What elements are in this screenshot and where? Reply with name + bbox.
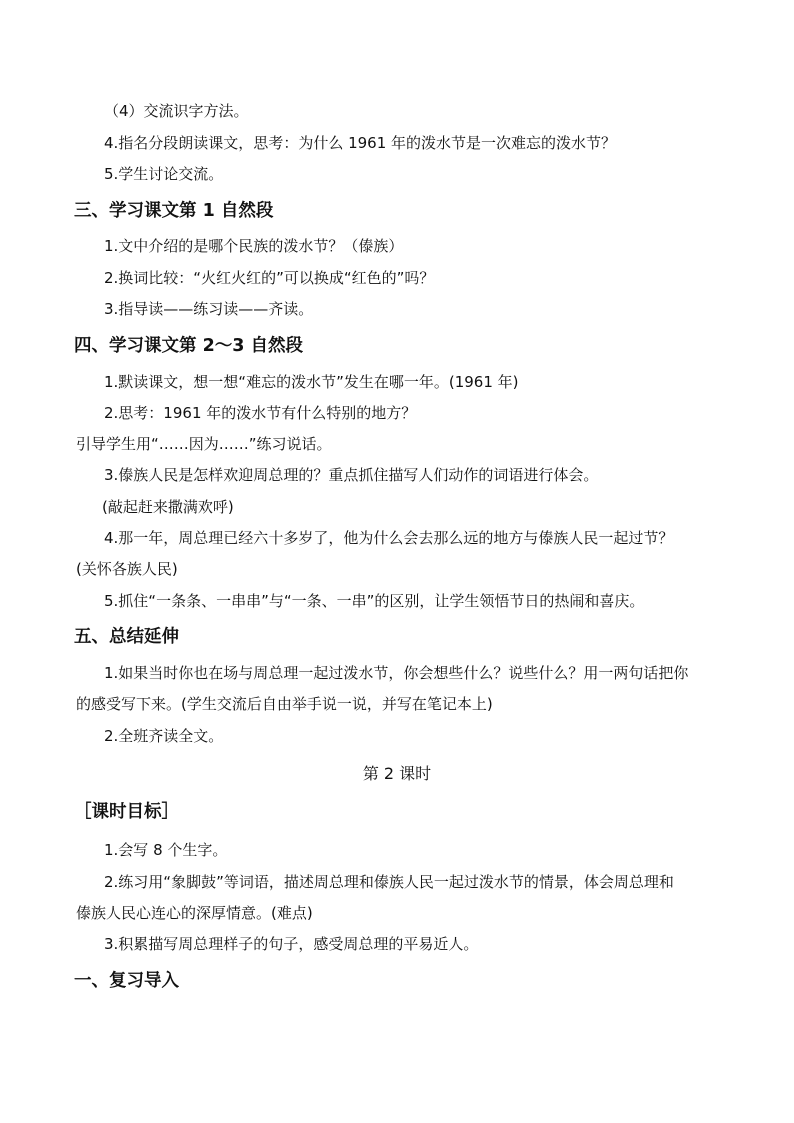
section-heading: 五、总结延伸 [74,627,179,647]
text-line: 2.全班齐读全文。 [104,727,224,745]
text-line: (关怀各族人民) [76,560,178,578]
text-line: 2.思考：1961 年的泼水节有什么特别的地方？ [104,404,417,422]
text-line: 4.指名分段朗读课文，思考：为什么 1961 年的泼水节是一次难忘的泼水节？ [104,134,617,152]
text-line: (敲起赶来撒满欢呼) [102,498,234,516]
lesson-title: 第 2 课时 [362,764,432,783]
text-line: 1.文中介绍的是哪个民族的泼水节？（傣族） [104,237,404,255]
text-line: 5.学生讨论交流。 [104,165,224,183]
text-line: 引导学生用“……因为……”练习说话。 [76,435,332,453]
text-line: 2.练习用“象脚鼓”等词语，描述周总理和傣族人民一起过泼水节的情景，体会周总理和 [104,873,674,891]
section-heading: 一、复习导入 [74,971,179,991]
section-heading: 三、学习课文第 1 自然段 [74,201,274,221]
section-heading: 四、学习课文第 2～3 自然段 [74,336,304,356]
text-line: 5.抓住“一条条、一串串”与“一条、一串”的区别，让学生领悟节日的热闹和喜庆。 [104,592,645,610]
text-line: 傣族人民心连心的深厚情意。(难点) [76,904,313,922]
text-line: 3.指导读——练习读——齐读。 [104,300,314,318]
text-line: 3.傣族人民是怎样欢迎周总理的？重点抓住描写人们动作的词语进行体会。 [104,466,599,484]
text-line: 1.会写 8 个生字。 [104,841,228,859]
text-line: （4）交流识字方法。 [104,102,249,120]
text-line: 4.那一年，周总理已经六十多岁了，他为什么会去那么远的地方与傣族人民一起过节？ [104,529,674,547]
text-line: 的感受写下来。(学生交流后自由举手说一说，并写在笔记本上) [76,695,493,713]
text-line: 1.如果当时你也在场与周总理一起过泼水节，你会想些什么？说些什么？用一两句话把你 [104,664,689,682]
text-line: 3.积累描写周总理样子的句子，感受周总理的平易近人。 [104,935,479,953]
section-heading: ［课时目标］ [74,802,179,822]
text-line: 2.换词比较：“火红火红的”可以换成“红色的”吗？ [104,269,435,287]
text-line: 1.默读课文，想一想“难忘的泼水节”发生在哪一年。(1961 年) [104,373,519,391]
